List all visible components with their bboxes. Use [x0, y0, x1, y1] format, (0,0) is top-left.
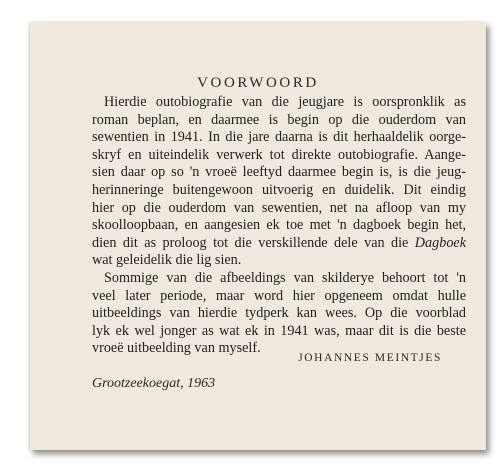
- paragraph-1-line-10: wat geleidelik die lig sien.: [92, 252, 242, 269]
- paragraph-1-line-4: skryf en uiteindelik verwerk tot direkte outobiografie. Aange-: [92, 146, 466, 163]
- paragraph-1-line-7: hier op die ouderdom van sewentien, net na afloop van my: [92, 199, 466, 216]
- paragraph-1-line-9-text: dien dit as proloog tot die verskillende dele van die: [92, 234, 409, 251]
- paragraph-1-line-1: Hierdie outobiografie van die jeugjare is oorspronklik as: [104, 94, 466, 110]
- paragraph-2-line-5: vroeë uitbeelding van myself.: [92, 340, 261, 357]
- place-date: Grootzeekoegat, 1963: [92, 376, 216, 391]
- paragraph-2-line-4: lyk ek wel jonger as wat ek in 1941 was, maar dit is die beste: [92, 322, 466, 339]
- paragraph-1-line-2: roman beplan, en daarmee is begin op die ouderdom van: [92, 111, 466, 128]
- paragraph-1-line-8: skoolloopbaan, en aangesien ek toe met 'n dagboek begin het,: [92, 217, 466, 234]
- dagboek-italic: Dagboek: [414, 234, 467, 251]
- paragraph-1-line-6: herinneringe buitengewoon uitvoerig en duidelik. Dit eindig: [92, 181, 466, 198]
- paragraph-1-line-5: sien daar op so 'n vroeë leeftyd daarmee begin is, is die jeug-: [92, 164, 466, 181]
- page-title: VOORWOORD: [197, 75, 319, 91]
- paragraph-2-line-3: uitbeeldings van hierdie tydperk kan wees. Op die voorblad: [92, 305, 466, 322]
- paragraph-1-line-3: sewentien in 1941. In die jare daarna is dit herhaaldelik oorge-: [92, 129, 466, 146]
- paragraph-1-line-9: [92, 235, 466, 253]
- book-page: [30, 22, 486, 450]
- author-signature: JOHANNES MEINTJES: [298, 352, 442, 364]
- preface-text: [92, 94, 466, 358]
- paragraph-2-line-1: Sommige van die afbeeldings van skilderye behoort tot 'n: [104, 269, 466, 286]
- paragraph-2-line-2: veel later periode, maar word hier opgeneem omdat hulle: [92, 287, 466, 304]
